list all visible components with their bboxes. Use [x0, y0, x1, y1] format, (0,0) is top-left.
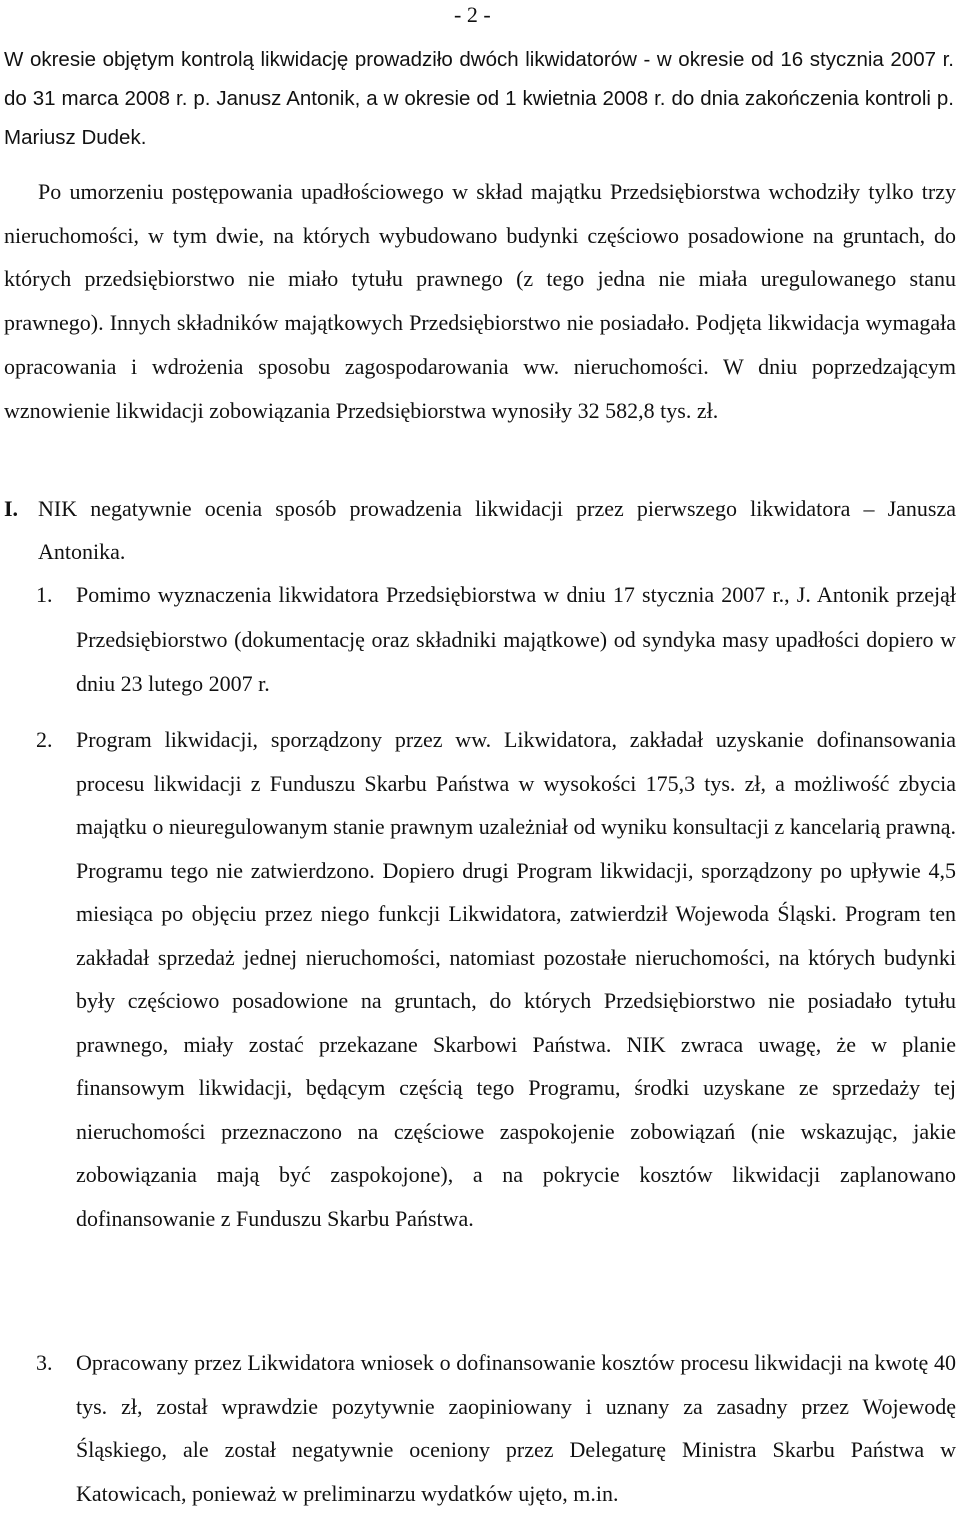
list-item-number: 2.	[36, 727, 53, 752]
section-text: NIK negatywnie ocenia sposób prowadzenia likwidacji przez pierwszego likwidatora – Janusza Antonika.	[38, 496, 956, 564]
list-item-number: 1.	[36, 582, 53, 607]
background-paragraph: Po umorzeniu postępowania upadłościowego w skład majątku Przedsiębiorstwa wchodziły tylko trzy nieruchomości, w tym dwie, na których wybudowano budynki częściowo posadowione na gruntach, do których przedsiębiorstwo nie miało tytułu prawnego (z tego jedna nie miała uregulowanego stanu prawnego). Innych składników majątkowych Przedsiębiorstwo nie posiadało. Podjęta likwidacja wymagała opracowania i wdrożenia sposobu zagospodarowania ww. nieruchomości. W dniu poprzedzającym wznowienie likwidacji zobowiązania Przedsiębiorstwa wynosiły 32 582,8 tys. zł.	[4, 179, 956, 423]
list-item-text: Opracowany przez Likwidatora wniosek o dofinansowanie kosztów procesu likwidacji na kwotę 40 tys. zł, został wprawdzie pozytywnie zaopiniowany i uznany za zasadny przez Wojewodę Śląskiego, ale został negatywnie oceniony przez Delegaturę Ministra Skarbu Państwa w Katowicach, ponieważ w preliminarzu wydatków ujęto, m.in.	[76, 1350, 956, 1506]
list-item-number: 3.	[36, 1350, 53, 1375]
intro-paragraph: W okresie objętym kontrolą likwidację prowadziło dwóch likwidatorów - w okresie od 16 stycznia 2007 r. do 31 marca 2008 r. p. Janusz Antonik, a w okresie od 1 kwietnia 2008 r. do dnia zakończenia kontroli p. Mariusz Dudek.	[4, 48, 954, 149]
list-item	[36, 573, 956, 707]
list-item-text: Program likwidacji, sporządzony przez ww. Likwidatora, zakładał uzyskanie dofinansowania procesu likwidacji z Funduszu Skarbu Państwa w wysokości 175,3 tys. zł, a możliwość zbycia majątku o nieuregulowanym stanie prawnym uzależniał od wyniku konsultacji z kancelarią prawną. Programu tego nie zatwierdzono. Dopiero drugi Program likwidacji, sporządzony po upływie 4,5 miesiąca po objęciu przez niego funkcji Likwidatora, zatwierdził Wojewoda Śląski. Program ten zakładał sprzedaż jednej nieruchomości, natomiast pozostałe nieruchomości, na których budynki były częściowo posadowione na gruntach, do których Przedsiębiorstwo nie posiadało tytułu prawnego, miały zostać przekazane Skarbowi Państwa. NIK zwraca uwagę, że w planie finansowym likwidacji, będącym częścią tego Programu, środki uzyskane ze sprzedaży tej nieruchomości przeznaczono na częściowe zaspokojenie zobowiązań (nie wskazując, jakie zobowiązania mają być zaspokojone), a na pokrycie kosztów likwidacji zaplanowano dofinansowanie z Funduszu Skarbu Państwa.	[76, 727, 956, 1231]
section-label: I.	[4, 496, 19, 521]
list-item	[36, 718, 956, 1240]
list-item-text: Pomimo wyznaczenia likwidatora Przedsiębiorstwa w dniu 17 stycznia 2007 r., J. Antonik przejął Przedsiębiorstwo (dokumentację oraz składniki majątkowe) od syndyka masy upadłości dopiero w dniu 23 lutego 2007 r.	[76, 582, 956, 696]
list-item	[36, 1341, 956, 1515]
page-number: - 2 -	[454, 2, 491, 27]
section-heading	[4, 487, 956, 573]
